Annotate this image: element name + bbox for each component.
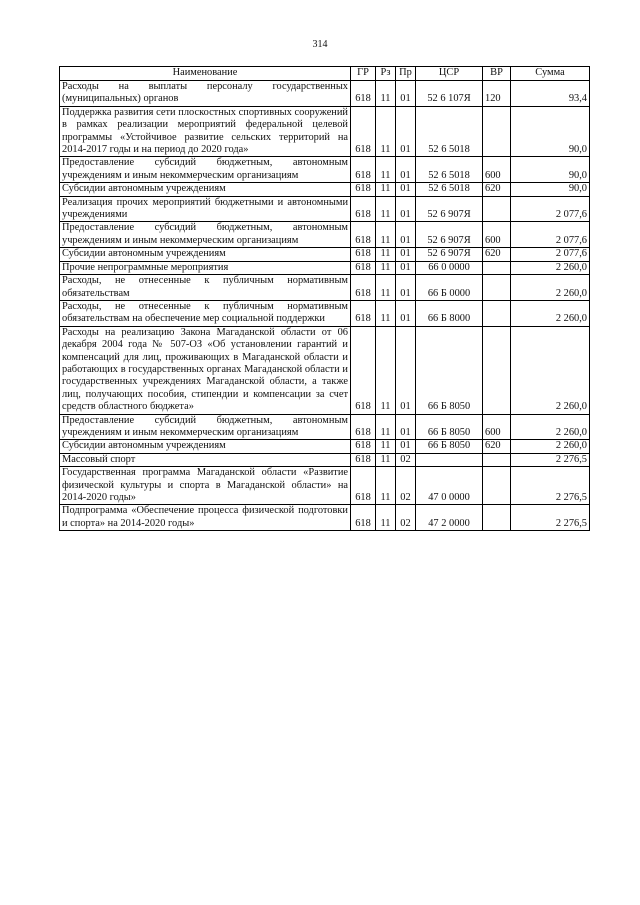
row-csr: 66 0 0000 (416, 261, 483, 274)
row-vr: 600 (483, 222, 511, 248)
row-pr: 01 (396, 440, 416, 453)
table-row (60, 414, 590, 440)
row-vr (483, 453, 511, 466)
row-gr: 618 (351, 300, 376, 326)
row-gr: 618 (351, 196, 376, 222)
row-sum: 2 077,6 (511, 222, 590, 248)
table-row (60, 300, 590, 326)
row-rz: 11 (376, 196, 396, 222)
row-pr: 02 (396, 467, 416, 505)
row-rz: 11 (376, 505, 396, 531)
row-sum: 2 260,0 (511, 275, 590, 301)
row-csr: 52 6 5018 (416, 183, 483, 196)
row-name: Подпрограмма «Обеспечение процесса физической подготовки и спорта» на 2014-2020 годы» (60, 505, 351, 531)
row-sum: 2 260,0 (511, 300, 590, 326)
row-vr: 620 (483, 248, 511, 261)
row-name: Расходы на реализацию Закона Магаданской области от 06 декабря 2004 года № 507-ОЗ «Об установлении гарантий и компенсаций для лиц, проживающих в Магаданской области и работающих в государственных органах Магаданской области и государственных учреждениях Магаданской области, а также лиц, получающих пособия, стипендии и компенсации за счет средств областного бюджета» (60, 326, 351, 414)
row-gr: 618 (351, 414, 376, 440)
row-csr: 66 Б 8050 (416, 414, 483, 440)
row-csr: 66 Б 8050 (416, 326, 483, 414)
row-csr: 66 Б 0000 (416, 275, 483, 301)
row-csr: 52 6 907Я (416, 196, 483, 222)
row-vr (483, 106, 511, 157)
row-name: Субсидии автономным учреждениям (60, 440, 351, 453)
table-header-row (60, 67, 590, 81)
row-gr: 618 (351, 222, 376, 248)
row-pr: 01 (396, 275, 416, 301)
header-csr: ЦСР (416, 67, 483, 81)
row-gr: 618 (351, 453, 376, 466)
row-sum: 2 260,0 (511, 261, 590, 274)
row-pr: 01 (396, 222, 416, 248)
row-vr: 120 (483, 81, 511, 107)
row-pr: 01 (396, 414, 416, 440)
row-sum: 2 260,0 (511, 326, 590, 414)
header-pr: Пр (396, 67, 416, 81)
table-row (60, 505, 590, 531)
row-csr: 52 6 907Я (416, 248, 483, 261)
row-gr: 618 (351, 326, 376, 414)
row-name: Расходы на выплаты персоналу государственных (муниципальных) органов (60, 81, 351, 107)
row-name: Расходы, не отнесенные к публичным нормативным обязательствам на обеспечение мер социальной поддержки (60, 300, 351, 326)
row-name: Предоставление субсидий бюджетным, автономным учреждениям и иным некоммерческим организациям (60, 222, 351, 248)
row-name: Массовый спорт (60, 453, 351, 466)
budget-table (59, 66, 590, 531)
row-rz: 11 (376, 106, 396, 157)
row-sum: 2 276,5 (511, 453, 590, 466)
row-vr (483, 505, 511, 531)
row-pr: 01 (396, 196, 416, 222)
row-name: Прочие непрограммные мероприятия (60, 261, 351, 274)
row-csr: 52 6 5018 (416, 106, 483, 157)
row-vr: 600 (483, 157, 511, 183)
row-sum: 2 276,5 (511, 467, 590, 505)
page-number: 314 (312, 39, 328, 50)
row-csr: 52 6 5018 (416, 157, 483, 183)
row-csr: 47 0 0000 (416, 467, 483, 505)
row-rz: 11 (376, 300, 396, 326)
row-vr (483, 275, 511, 301)
row-sum: 90,0 (511, 183, 590, 196)
row-pr: 01 (396, 248, 416, 261)
row-pr: 02 (396, 505, 416, 531)
row-sum: 2 260,0 (511, 440, 590, 453)
row-sum: 90,0 (511, 106, 590, 157)
row-csr: 52 6 907Я (416, 222, 483, 248)
row-pr: 01 (396, 261, 416, 274)
row-vr (483, 261, 511, 274)
header-vr: ВР (483, 67, 511, 81)
table-row (60, 183, 590, 196)
row-csr: 52 6 107Я (416, 81, 483, 107)
row-name: Реализация прочих мероприятий бюджетными и автономными учреждениями (60, 196, 351, 222)
row-vr (483, 300, 511, 326)
row-name: Государственная программа Магаданской области «Развитие физической культуры и спорта в Магаданской области» на 2014-2020 годы» (60, 467, 351, 505)
row-pr: 01 (396, 81, 416, 107)
row-rz: 11 (376, 261, 396, 274)
row-rz: 11 (376, 222, 396, 248)
row-csr: 47 2 0000 (416, 505, 483, 531)
row-sum: 2 276,5 (511, 505, 590, 531)
row-pr: 01 (396, 157, 416, 183)
table-row (60, 326, 590, 414)
row-pr: 02 (396, 453, 416, 466)
table-row (60, 261, 590, 274)
row-gr: 618 (351, 157, 376, 183)
row-rz: 11 (376, 440, 396, 453)
table-row (60, 157, 590, 183)
table-row (60, 248, 590, 261)
row-rz: 11 (376, 275, 396, 301)
header-sum: Сумма (511, 67, 590, 81)
row-name: Предоставление субсидий бюджетным, автономным учреждениям и иным некоммерческим организациям (60, 157, 351, 183)
row-pr: 01 (396, 106, 416, 157)
row-pr: 01 (396, 300, 416, 326)
table-row (60, 467, 590, 505)
row-rz: 11 (376, 414, 396, 440)
row-vr (483, 196, 511, 222)
table-row (60, 81, 590, 107)
row-gr: 618 (351, 81, 376, 107)
row-gr: 618 (351, 505, 376, 531)
row-rz: 11 (376, 157, 396, 183)
table-row (60, 196, 590, 222)
row-vr: 620 (483, 183, 511, 196)
table-row (60, 106, 590, 157)
row-vr: 600 (483, 414, 511, 440)
row-rz: 11 (376, 326, 396, 414)
header-name: Наименование (60, 67, 351, 81)
row-sum: 90,0 (511, 157, 590, 183)
header-rz: Рз (376, 67, 396, 81)
row-vr: 620 (483, 440, 511, 453)
row-gr: 618 (351, 183, 376, 196)
row-sum: 2 077,6 (511, 196, 590, 222)
row-vr (483, 467, 511, 505)
row-gr: 618 (351, 440, 376, 453)
row-csr (416, 453, 483, 466)
row-pr: 01 (396, 183, 416, 196)
row-rz: 11 (376, 81, 396, 107)
row-gr: 618 (351, 248, 376, 261)
row-name: Субсидии автономным учреждениям (60, 183, 351, 196)
row-gr: 618 (351, 261, 376, 274)
row-sum: 2 077,6 (511, 248, 590, 261)
row-rz: 11 (376, 467, 396, 505)
row-csr: 66 Б 8000 (416, 300, 483, 326)
table-row (60, 440, 590, 453)
row-rz: 11 (376, 248, 396, 261)
row-name: Предоставление субсидий бюджетным, автономным учреждениям и иным некоммерческим организациям (60, 414, 351, 440)
row-gr: 618 (351, 275, 376, 301)
row-vr (483, 326, 511, 414)
table-row (60, 275, 590, 301)
row-gr: 618 (351, 106, 376, 157)
row-name: Расходы, не отнесенные к публичным нормативным обязательствам (60, 275, 351, 301)
table-row (60, 222, 590, 248)
row-sum: 93,4 (511, 81, 590, 107)
row-pr: 01 (396, 326, 416, 414)
row-rz: 11 (376, 453, 396, 466)
row-csr: 66 Б 8050 (416, 440, 483, 453)
row-rz: 11 (376, 183, 396, 196)
table-row (60, 453, 590, 466)
row-sum: 2 260,0 (511, 414, 590, 440)
header-gr: ГР (351, 67, 376, 81)
row-name: Субсидии автономным учреждениям (60, 248, 351, 261)
row-gr: 618 (351, 467, 376, 505)
row-name: Поддержка развития сети плоскостных спортивных сооружений в рамках реализации мероприятий федеральной целевой программы «Устойчивое развитие сельских территорий на 2014-2017 годы и на период до 2020 года» (60, 106, 351, 157)
